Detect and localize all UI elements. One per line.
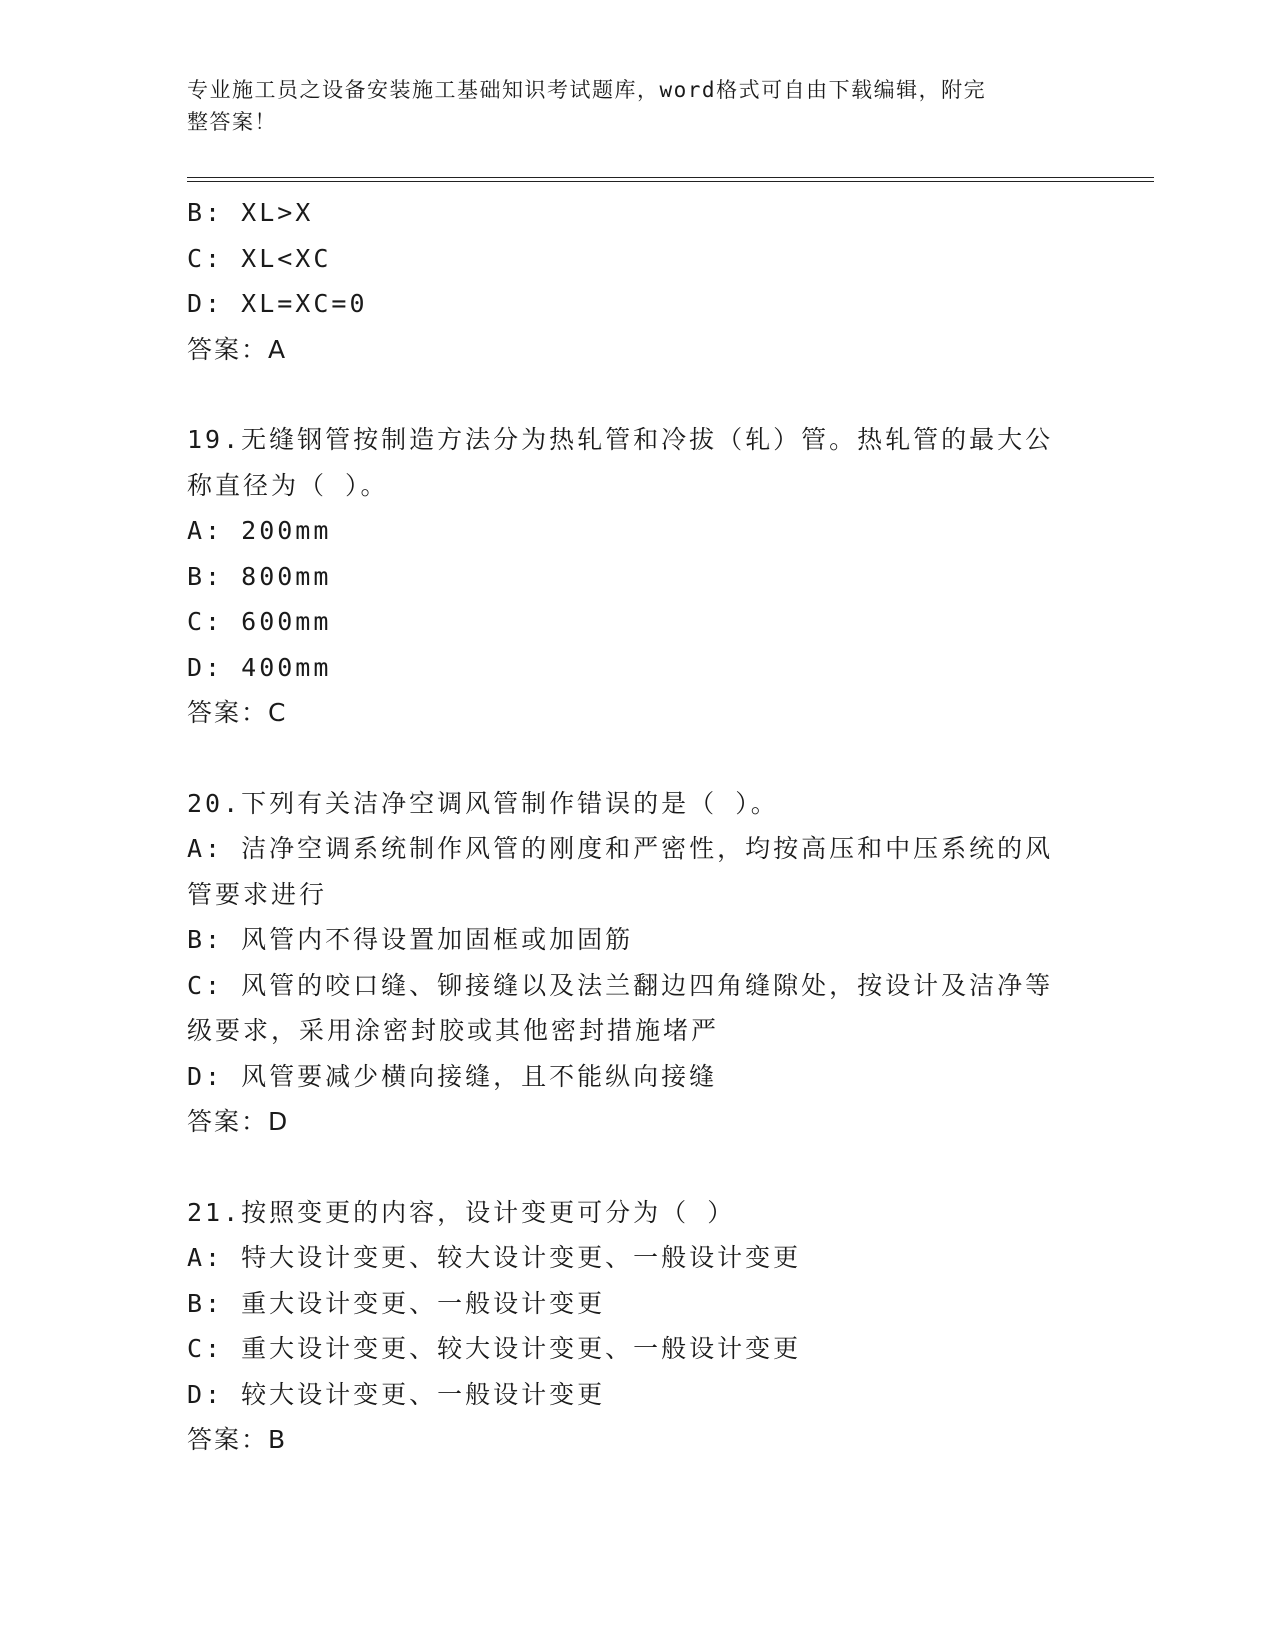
question-stem: 21.按照变更的内容，设计变更可分为（ ） [187, 1197, 736, 1227]
header-divider [187, 177, 1154, 182]
spacer [187, 372, 1087, 417]
option-c-line-2: 级要求，采用涂密封胶或其他密封措施堵严 [187, 1016, 720, 1045]
spacer [187, 736, 1087, 781]
option-a: A: 200mm [187, 516, 332, 545]
question-stem: 20.下列有关洁净空调风管制作错误的是（ ）。 [187, 788, 779, 818]
question-18 [187, 190, 1087, 372]
option-a: A: 特大设计变更、较大设计变更、一般设计变更 [187, 1243, 802, 1272]
question-stem-line-2: 称直径为（ ）。 [187, 470, 389, 500]
answer: 答案：C [187, 698, 288, 727]
option-c: C: 600mm [187, 607, 332, 636]
option-b: B: 重大设计变更、一般设计变更 [187, 1288, 606, 1318]
answer: 答案：A [187, 334, 288, 364]
header-line-2: 整答案！ [187, 110, 277, 134]
option-b: B: 800mm [187, 561, 332, 591]
page-header [187, 74, 1067, 138]
header-line-1: 专业施工员之设备安装施工基础知识考试题库，word格式可自由下载编辑，附完 [187, 78, 987, 102]
option-c-line-1: C: 风管的咬口缝、铆接缝以及法兰翻边四角缝隙处，按设计及洁净等 [187, 970, 1054, 1000]
answer: 答案：B [187, 1425, 288, 1454]
option-c: C: 重大设计变更、较大设计变更、一般设计变更 [187, 1334, 802, 1363]
question-19 [187, 417, 1087, 736]
option-b: B: XL>X [187, 198, 314, 227]
option-a-line-2: 管要求进行 [187, 879, 328, 909]
question-list [187, 190, 1087, 1463]
option-d: D: 风管要减少横向接缝，且不能纵向接缝 [187, 1061, 718, 1091]
spacer [187, 1145, 1087, 1190]
option-d: D: XL=XC=0 [187, 289, 368, 318]
option-b: B: 风管内不得设置加固框或加固筋 [187, 925, 634, 954]
question-21 [187, 1190, 1087, 1463]
option-a-line-1: A: 洁净空调系统制作风管的刚度和严密性，均按高压和中压系统的风 [187, 834, 1054, 863]
answer: 答案：D [187, 1107, 290, 1136]
question-20 [187, 781, 1087, 1145]
option-d: D: 400mm [187, 652, 332, 682]
option-c: C: XL<XC [187, 243, 332, 273]
question-stem-line-1: 19.无缝钢管按制造方法分为热轧管和冷拔（轧）管。热轧管的最大公 [187, 425, 1054, 454]
option-d: D: 较大设计变更、一般设计变更 [187, 1379, 606, 1409]
